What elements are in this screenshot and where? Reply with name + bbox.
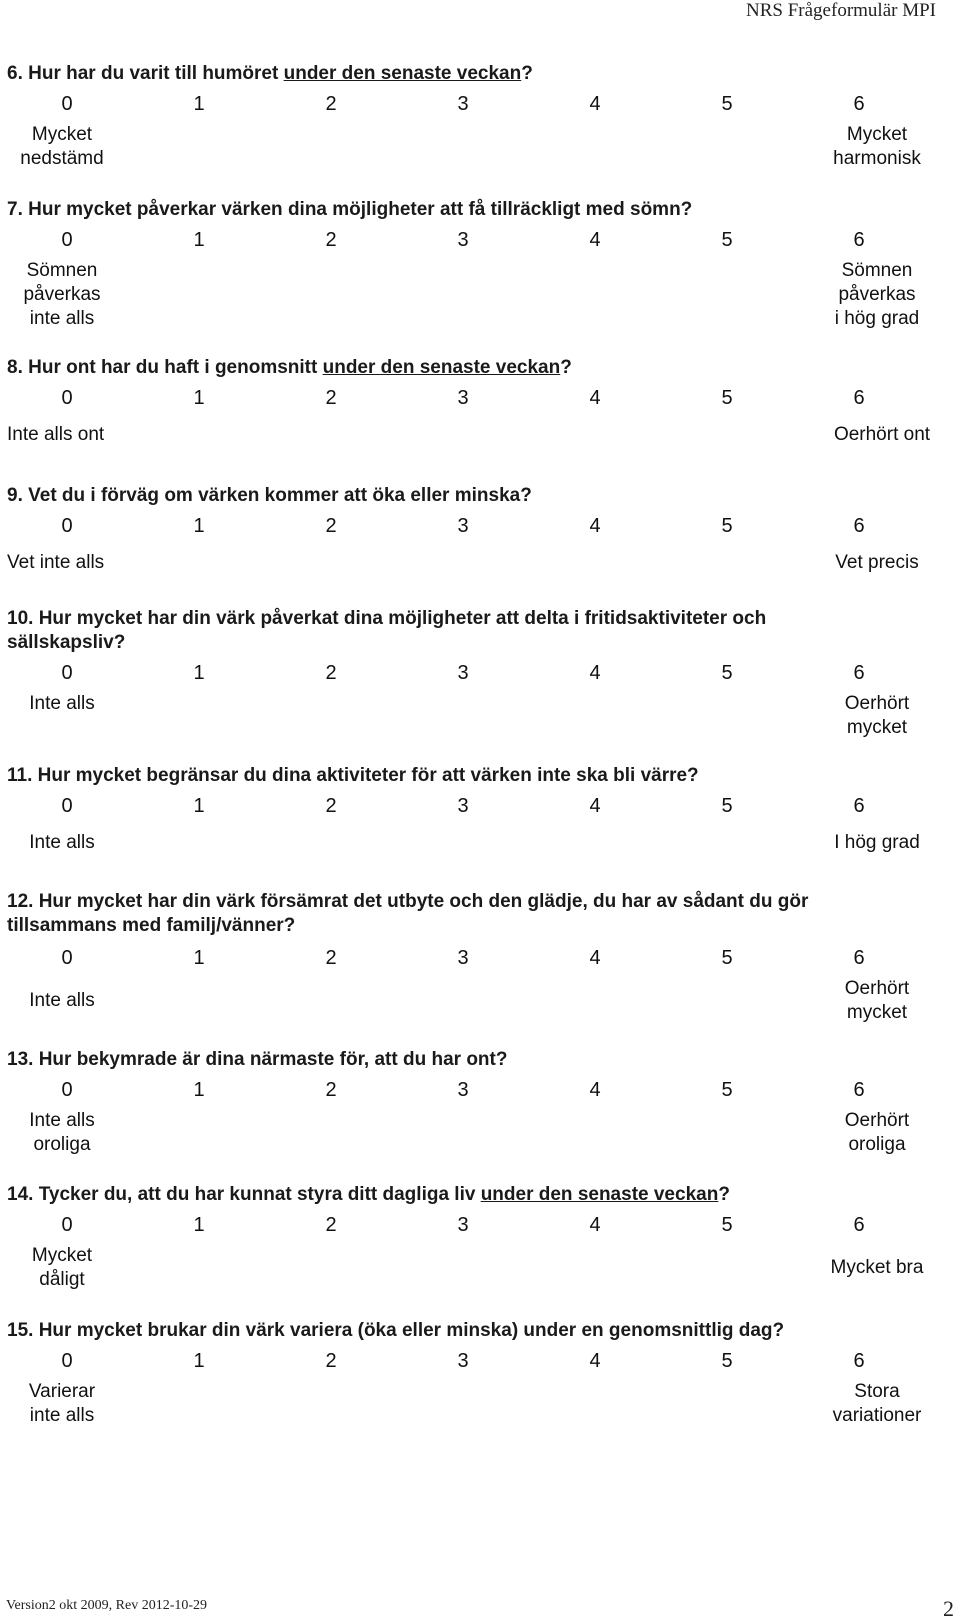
scale-option-3[interactable]: 3 [457, 387, 469, 409]
scale-option-2[interactable]: 2 [325, 93, 337, 115]
scale-option-1[interactable]: 1 [193, 795, 205, 817]
scale-option-2[interactable]: 2 [325, 1079, 337, 1101]
question-title: 6. Hur har du varit till humöret under den senaste veckan? [7, 63, 533, 84]
question-13 [7, 1048, 910, 1157]
scale-option-2[interactable]: 2 [325, 229, 337, 251]
scale-option-0[interactable]: 0 [61, 93, 73, 115]
scale-option-6[interactable]: 6 [853, 1350, 865, 1372]
scale-option-3[interactable]: 3 [457, 1214, 469, 1236]
scale-option-5[interactable]: 5 [721, 662, 733, 684]
scale-option-1[interactable]: 1 [193, 662, 205, 684]
rating-scale [7, 1214, 907, 1238]
scale-option-0[interactable]: 0 [61, 1214, 73, 1236]
scale-option-0[interactable]: 0 [61, 795, 73, 817]
scale-anchors [7, 123, 921, 171]
scale-option-4[interactable]: 4 [589, 229, 601, 251]
scale-anchor-high: I hög grad [834, 832, 920, 853]
scale-option-2[interactable]: 2 [325, 515, 337, 537]
question-7 [7, 198, 920, 331]
scale-option-5[interactable]: 5 [721, 1350, 733, 1372]
scale-option-0[interactable]: 0 [61, 662, 73, 684]
scale-option-1[interactable]: 1 [193, 229, 205, 251]
scale-option-6[interactable]: 6 [853, 515, 865, 537]
scale-anchor-high: Vet precis [835, 552, 919, 573]
scale-anchors [7, 977, 910, 1025]
rating-scale [7, 1079, 907, 1103]
scale-option-1[interactable]: 1 [193, 515, 205, 537]
scale-option-3[interactable]: 3 [457, 515, 469, 537]
scale-option-3[interactable]: 3 [457, 229, 469, 251]
scale-option-5[interactable]: 5 [721, 795, 733, 817]
scale-anchor-high: Mycket harmonisk [833, 124, 921, 169]
question-title: 12. Hur mycket har din värk försämrat det utbyte och den glädje, du har av sådant du gör tillsammans med familj/vänner? [7, 891, 809, 936]
scale-option-5[interactable]: 5 [721, 387, 733, 409]
scale-anchor-high: Oerhört oroliga [844, 1110, 910, 1155]
scale-option-5[interactable]: 5 [721, 1214, 733, 1236]
scale-option-3[interactable]: 3 [457, 1350, 469, 1372]
scale-option-1[interactable]: 1 [193, 93, 205, 115]
scale-option-4[interactable]: 4 [589, 662, 601, 684]
question-11 [7, 764, 920, 861]
scale-anchor-high: Oerhört mycket [844, 978, 910, 1023]
scale-anchor-low: Inte alls [29, 832, 95, 853]
scale-option-2[interactable]: 2 [325, 947, 337, 969]
version-footer: Version2 okt 2009, Rev 2012-10-29 [6, 1598, 208, 1613]
scale-anchor-low: Mycket dåligt [31, 1245, 93, 1290]
question-title: 10. Hur mycket har din värk påverkat dina möjligheter att delta i fritidsaktiviteter och sällskapsliv? [7, 608, 767, 653]
scale-option-1[interactable]: 1 [193, 1079, 205, 1101]
scale-anchor-low: Mycket nedstämd [20, 124, 104, 169]
scale-anchors [7, 259, 920, 331]
scale-anchor-high: Stora variationer [832, 1381, 922, 1426]
rating-scale [7, 515, 907, 539]
scale-option-2[interactable]: 2 [325, 662, 337, 684]
scale-anchors [7, 692, 910, 740]
scale-anchors [7, 1244, 924, 1292]
scale-option-0[interactable]: 0 [61, 1350, 73, 1372]
question-title: 13. Hur bekymrade är dina närmaste för, att du har ont? [7, 1049, 508, 1070]
scale-anchors [7, 1380, 922, 1428]
scale-option-5[interactable]: 5 [721, 515, 733, 537]
scale-option-5[interactable]: 5 [721, 93, 733, 115]
question-title: 8. Hur ont har du haft i genomsnitt under den senaste veckan? [7, 357, 572, 378]
scale-option-6[interactable]: 6 [853, 387, 865, 409]
scale-option-6[interactable]: 6 [853, 662, 865, 684]
scale-option-3[interactable]: 3 [457, 1079, 469, 1101]
rating-scale [7, 662, 907, 686]
scale-option-3[interactable]: 3 [457, 93, 469, 115]
scale-option-6[interactable]: 6 [853, 93, 865, 115]
scale-option-0[interactable]: 0 [61, 387, 73, 409]
scale-option-1[interactable]: 1 [193, 1214, 205, 1236]
scale-anchors [7, 1109, 910, 1157]
scale-option-2[interactable]: 2 [325, 387, 337, 409]
scale-option-1[interactable]: 1 [193, 387, 205, 409]
scale-option-1[interactable]: 1 [193, 1350, 205, 1372]
scale-option-6[interactable]: 6 [853, 229, 865, 251]
scale-option-0[interactable]: 0 [61, 947, 73, 969]
rating-scale [7, 93, 907, 117]
scale-option-5[interactable]: 5 [721, 1079, 733, 1101]
rating-scale [7, 795, 907, 819]
scale-option-6[interactable]: 6 [853, 795, 865, 817]
question-8 [7, 356, 931, 453]
scale-option-2[interactable]: 2 [325, 795, 337, 817]
question-6 [7, 62, 921, 171]
scale-option-4[interactable]: 4 [589, 93, 601, 115]
question-15 [7, 1319, 922, 1428]
scale-option-4[interactable]: 4 [589, 1214, 601, 1236]
scale-option-0[interactable]: 0 [61, 515, 73, 537]
scale-anchor-high: Sömnen påverkas i hög grad [834, 260, 920, 329]
page-number: 2 [943, 1596, 954, 1621]
scale-anchors [7, 831, 920, 861]
scale-anchors [7, 551, 919, 581]
scale-option-6[interactable]: 6 [853, 1214, 865, 1236]
scale-anchor-low: Inte alls oroliga [29, 1110, 95, 1155]
scale-anchors [7, 423, 931, 453]
scale-anchor-high: Oerhört mycket [844, 693, 910, 738]
question-title: 11. Hur mycket begränsar du dina aktiviteter för att värken inte ska bli värre? [7, 765, 699, 786]
scale-option-6[interactable]: 6 [853, 947, 865, 969]
scale-option-4[interactable]: 4 [589, 1350, 601, 1372]
scale-option-3[interactable]: 3 [457, 662, 469, 684]
scale-option-4[interactable]: 4 [589, 795, 601, 817]
scale-anchor-low: Inte alls ont [7, 424, 105, 445]
scale-option-3[interactable]: 3 [457, 795, 469, 817]
question-9 [7, 484, 919, 581]
scale-option-4[interactable]: 4 [589, 947, 601, 969]
scale-option-2[interactable]: 2 [325, 1350, 337, 1372]
scale-option-6[interactable]: 6 [853, 1079, 865, 1101]
scale-anchor-low: Inte alls [29, 693, 95, 714]
scale-option-4[interactable]: 4 [589, 515, 601, 537]
question-title: 9. Vet du i förväg om värken kommer att öka eller minska? [7, 485, 532, 506]
scale-anchor-low: Vet inte alls [7, 552, 105, 573]
scale-option-2[interactable]: 2 [325, 1214, 337, 1236]
scale-anchor-low: Inte alls [29, 990, 95, 1011]
rating-scale [7, 387, 907, 411]
question-title: 14. Tycker du, att du har kunnat styra ditt dagliga liv under den senaste veckan? [7, 1184, 730, 1205]
scale-anchor-high: Mycket bra [830, 1257, 924, 1278]
rating-scale [7, 229, 907, 253]
scale-option-5[interactable]: 5 [721, 229, 733, 251]
rating-scale [7, 947, 907, 971]
question-12 [7, 890, 910, 1025]
question-title: 7. Hur mycket påverkar värken dina möjligheter att få tillräckligt med sömn? [7, 199, 693, 220]
document-header: NRS Frågeformulär MPI [746, 0, 936, 21]
scale-option-0[interactable]: 0 [61, 229, 73, 251]
scale-option-4[interactable]: 4 [589, 387, 601, 409]
scale-anchor-low: Sömnen påverkas inte alls [23, 260, 101, 329]
question-14 [7, 1183, 924, 1292]
rating-scale [7, 1350, 907, 1374]
question-title: 15. Hur mycket brukar din värk variera (öka eller minska) under en genomsnittlig dag? [7, 1320, 785, 1341]
scale-option-4[interactable]: 4 [589, 1079, 601, 1101]
scale-anchor-low: Varierar inte alls [28, 1381, 96, 1426]
scale-option-5[interactable]: 5 [721, 947, 733, 969]
scale-anchor-high: Oerhört ont [833, 424, 931, 445]
scale-option-1[interactable]: 1 [193, 947, 205, 969]
scale-option-3[interactable]: 3 [457, 947, 469, 969]
scale-option-0[interactable]: 0 [61, 1079, 73, 1101]
question-10 [7, 607, 910, 740]
